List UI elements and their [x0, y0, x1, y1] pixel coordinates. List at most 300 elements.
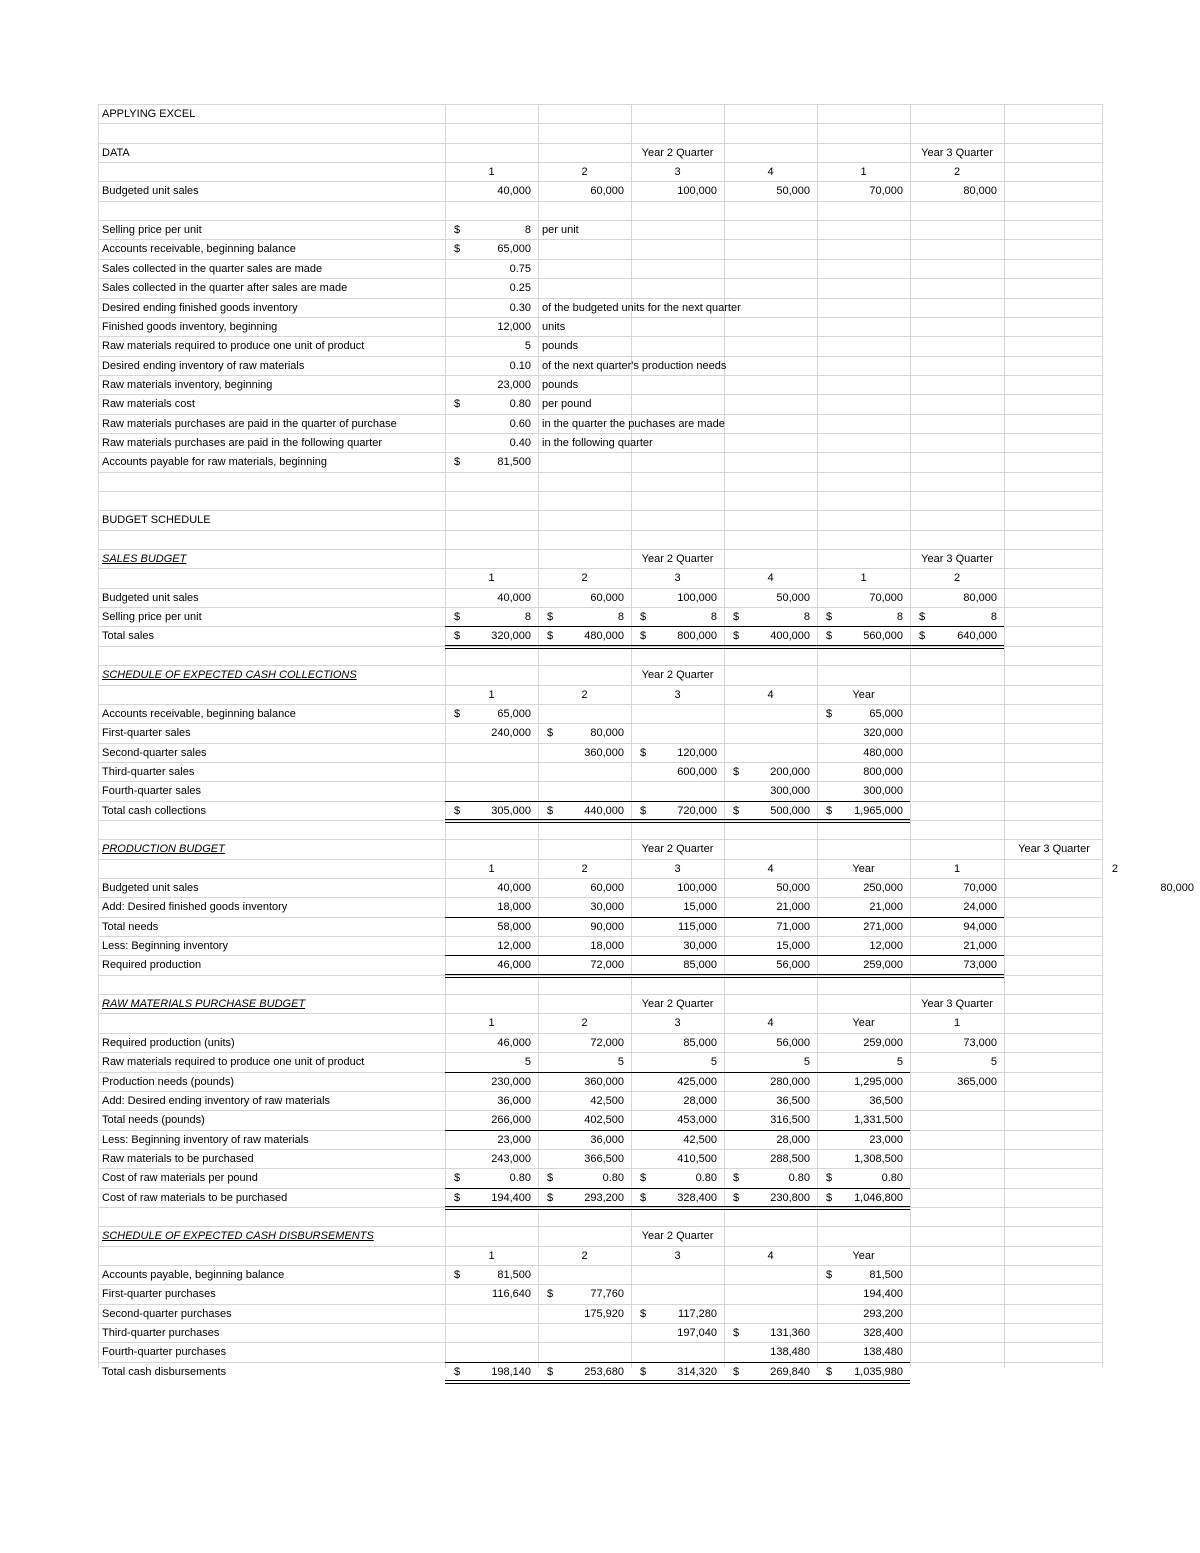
value-cell: 0.30: [509, 301, 531, 314]
dollar-sign: $: [547, 1191, 554, 1204]
value-cell: 253,680: [584, 1365, 624, 1378]
value-cell: 90,000: [590, 920, 624, 933]
row-label: Fourth-quarter sales: [102, 785, 202, 798]
value-cell: 5: [524, 340, 531, 353]
grid-col-line: [910, 104, 911, 1368]
value-cell: 50,000: [776, 591, 810, 604]
dollar-sign: $: [547, 727, 554, 740]
dollar-sign: $: [640, 1365, 647, 1378]
value-cell: 259,000: [863, 1036, 903, 1049]
value-cell: 365,000: [957, 1075, 997, 1088]
row-label: Accounts receivable, beginning balance: [102, 707, 296, 720]
year2-quarter-header: Year 2 Quarter: [641, 669, 714, 682]
row-label: Desired ending inventory of raw materials: [102, 359, 305, 372]
grid-row-line: [98, 510, 1102, 511]
spreadsheet: [98, 104, 1194, 1378]
value-cell: 0.75: [509, 262, 531, 275]
dollar-sign: $: [919, 611, 926, 624]
dollar-sign: $: [454, 804, 461, 817]
quarter-number: 1: [488, 572, 495, 585]
value-cell: 81,500: [497, 1269, 531, 1281]
value-cell: 8: [710, 611, 717, 624]
quarter-number: 4: [767, 1017, 774, 1030]
dollar-sign: $: [733, 1327, 740, 1340]
dollar-sign: $: [454, 1365, 461, 1378]
year3-quarter-header: Year 3 Quarter: [1018, 843, 1090, 856]
value-cell: 1,295,000: [854, 1075, 903, 1088]
value-cell: 402,500: [584, 1114, 624, 1127]
schedule-title: SCHEDULE OF EXPECTED CASH DISBURSEMENTS: [102, 1230, 374, 1243]
year2-quarter-header: Year 2 Quarter: [641, 843, 714, 856]
grid-row-line: [98, 839, 1102, 840]
value-cell: 65,000: [497, 243, 531, 256]
row-label: Sales collected in the quarter sales are made: [102, 262, 323, 275]
value-cell: 0.80: [788, 1172, 810, 1185]
value-cell: 138,480: [770, 1346, 810, 1359]
grid-row-line: [98, 394, 1102, 395]
quarter-number: 3: [674, 572, 681, 585]
quarter-number: 2: [581, 166, 588, 179]
quarter-number: 4: [767, 166, 774, 179]
value-cell: 80,000: [590, 727, 624, 740]
row-label: Cost of raw materials to be purchased: [102, 1191, 288, 1204]
dollar-sign: $: [454, 243, 461, 256]
value-cell: 70,000: [869, 185, 903, 198]
value-cell: 70,000: [963, 882, 997, 894]
grid-col-line: [1004, 104, 1005, 1368]
dollar-sign: $: [454, 1269, 461, 1281]
value-cell: 243,000: [491, 1152, 531, 1165]
value-cell: 21,000: [869, 901, 903, 914]
value-cell: 94,000: [963, 920, 997, 933]
quarter-number: Year: [852, 862, 875, 875]
year3-quarter-header: Year 3 Quarter: [921, 553, 993, 566]
quarter-number: Year: [852, 688, 875, 701]
value-cell: 197,040: [677, 1327, 717, 1340]
schedule-title: PRODUCTION BUDGET: [102, 843, 225, 856]
row-label: Raw materials cost: [102, 398, 195, 411]
dollar-sign: $: [640, 746, 647, 759]
value-cell: 60,000: [590, 882, 624, 894]
quarter-number: 2: [581, 1017, 588, 1030]
note: in the following quarter: [542, 436, 653, 449]
dollar-sign: $: [547, 1365, 554, 1378]
value-cell: 360,000: [584, 1075, 624, 1088]
row-label: Less: Beginning inventory: [102, 940, 228, 953]
underline: [445, 801, 910, 802]
quarter-number: Year: [852, 1017, 875, 1030]
value-cell: 194,400: [863, 1288, 903, 1301]
underline: [445, 1188, 910, 1189]
value-cell: 40,000: [497, 882, 531, 894]
value-cell: 72,000: [590, 1036, 624, 1049]
value-cell: 30,000: [590, 901, 624, 914]
value-cell: 36,000: [590, 1133, 624, 1146]
value-cell: 5: [896, 1056, 903, 1069]
value-cell: 560,000: [863, 630, 903, 643]
dollar-sign: $: [826, 630, 833, 643]
note: per pound: [542, 398, 592, 411]
value-cell: 8: [524, 224, 531, 237]
value-cell: 198,140: [491, 1365, 531, 1378]
value-cell: 0.40: [509, 436, 531, 449]
grid-row-line: [98, 491, 1102, 492]
grid-row-line: [98, 1342, 1102, 1343]
grid-row-line: [98, 220, 1102, 221]
value-cell: 0.80: [509, 398, 531, 411]
note: in the quarter the puchases are made: [542, 417, 725, 430]
dollar-sign: $: [454, 1191, 461, 1204]
row-label: Second-quarter purchases: [102, 1307, 232, 1320]
value-cell: 293,200: [863, 1307, 903, 1320]
value-cell: 453,000: [677, 1114, 717, 1127]
grid-row-line: [98, 201, 1102, 202]
dollar-sign: $: [454, 456, 461, 469]
value-cell: 100,000: [677, 185, 717, 198]
quarter-number: 1: [488, 1017, 495, 1030]
value-cell: 30,000: [683, 940, 717, 953]
dollar-sign: $: [919, 630, 926, 643]
value-cell: 1,046,800: [854, 1191, 903, 1204]
value-cell: 116,640: [492, 1288, 531, 1301]
note: of the next quarter's production needs: [542, 359, 727, 372]
row-label: Add: Desired finished goods inventory: [102, 901, 288, 914]
value-cell: 480,000: [863, 746, 903, 759]
row-label: First-quarter sales: [102, 727, 191, 740]
grid-row-line: [98, 530, 1102, 531]
value-cell: 500,000: [770, 804, 810, 817]
row-label: Budgeted unit sales: [102, 185, 199, 198]
value-cell: 5: [803, 1056, 810, 1069]
dollar-sign: $: [547, 1172, 554, 1185]
quarter-number: 4: [767, 1249, 774, 1262]
dollar-sign: $: [547, 804, 554, 817]
double-underline: [445, 819, 910, 823]
value-cell: 36,000: [497, 1094, 531, 1107]
value-cell: 328,400: [863, 1327, 903, 1340]
value-cell: 23,000: [497, 1133, 531, 1146]
quarter-number: 1: [953, 862, 961, 875]
value-cell: 81,500: [869, 1269, 903, 1281]
dollar-sign: $: [733, 1365, 740, 1378]
value-cell: 65,000: [869, 707, 903, 720]
value-cell: 269,840: [770, 1365, 810, 1378]
value-cell: 50,000: [776, 185, 810, 198]
row-label: Budgeted unit sales: [102, 882, 199, 894]
double-underline: [445, 1206, 910, 1210]
dollar-sign: $: [454, 398, 461, 411]
quarter-number: 2: [581, 862, 588, 875]
value-cell: 480,000: [584, 630, 624, 643]
value-cell: 240,000: [491, 727, 531, 740]
underline: [445, 955, 1004, 956]
dollar-sign: $: [454, 1172, 461, 1185]
grid-row-line: [98, 781, 1102, 782]
row-label: Required production (units): [102, 1036, 235, 1049]
row-label: Raw materials purchases are paid in the quarter of purchase: [102, 417, 397, 430]
underline: [445, 917, 1004, 918]
quarter-number: 1: [953, 1017, 961, 1030]
row-label: Production needs (pounds): [102, 1075, 235, 1088]
row-label: Raw materials required to produce one unit of product: [102, 1056, 365, 1069]
value-cell: 425,000: [677, 1075, 717, 1088]
grid-row-line: [98, 472, 1102, 473]
value-cell: 65,000: [497, 707, 531, 720]
year2-quarter-header: Year 2 Quarter: [641, 146, 714, 159]
value-cell: 0.80: [602, 1172, 624, 1185]
value-cell: 42,500: [590, 1094, 624, 1107]
value-cell: 5: [617, 1056, 624, 1069]
dollar-sign: $: [733, 804, 740, 817]
value-cell: 640,000: [957, 630, 997, 643]
schedule-title: SALES BUDGET: [102, 553, 187, 566]
quarter-number: 3: [674, 688, 681, 701]
row-label: Raw materials to be purchased: [102, 1152, 254, 1165]
value-cell: 360,000: [584, 746, 624, 759]
note: per unit: [542, 224, 579, 237]
value-cell: 0.10: [509, 359, 531, 372]
value-cell: 410,500: [677, 1152, 717, 1165]
value-cell: 230,800: [770, 1191, 810, 1204]
value-cell: 0.80: [695, 1172, 717, 1185]
row-label: Second-quarter sales: [102, 746, 207, 759]
value-cell: 300,000: [863, 785, 903, 798]
value-cell: 50,000: [776, 882, 810, 894]
row-label: Total needs: [102, 920, 159, 933]
dollar-sign: $: [454, 224, 461, 237]
quarter-number: 2: [1111, 862, 1118, 875]
quarter-number: 1: [860, 572, 867, 585]
value-cell: 60,000: [590, 185, 624, 198]
value-cell: 80,000: [1160, 882, 1194, 894]
value-cell: 80,000: [963, 591, 997, 604]
row-label: Selling price per unit: [102, 611, 202, 624]
row-label: Accounts payable for raw materials, beginning: [102, 456, 328, 469]
note: units: [542, 320, 566, 333]
value-cell: 23,000: [497, 378, 531, 391]
dollar-sign: $: [826, 1365, 833, 1378]
row-label: Raw materials inventory, beginning: [102, 378, 273, 391]
row-label: Add: Desired ending inventory of raw materials: [102, 1094, 331, 1107]
value-cell: 8: [990, 611, 997, 624]
value-cell: 81,500: [497, 456, 531, 469]
quarter-number: 4: [767, 862, 774, 875]
value-cell: 5: [710, 1056, 717, 1069]
row-label: Accounts receivable, beginning balance: [102, 243, 296, 256]
value-cell: 56,000: [776, 959, 810, 972]
section-label: DATA: [102, 146, 130, 159]
year3-quarter-header: Year 3 Quarter: [921, 146, 993, 159]
value-cell: 720,000: [677, 804, 717, 817]
value-cell: 100,000: [677, 882, 717, 894]
value-cell: 0.80: [509, 1172, 531, 1185]
value-cell: 73,000: [963, 1036, 997, 1049]
value-cell: 250,000: [863, 882, 903, 894]
value-cell: 85,000: [683, 1036, 717, 1049]
value-cell: 40,000: [497, 591, 531, 604]
dollar-sign: $: [733, 765, 740, 778]
value-cell: 300,000: [770, 785, 810, 798]
value-cell: 24,000: [963, 901, 997, 914]
note: of the budgeted units for the next quarter: [542, 301, 741, 314]
quarter-number: 4: [767, 688, 774, 701]
dollar-sign: $: [640, 804, 647, 817]
value-cell: 23,000: [869, 1133, 903, 1146]
value-cell: 600,000: [677, 765, 717, 778]
quarter-number: 3: [674, 1249, 681, 1262]
dollar-sign: $: [733, 1191, 740, 1204]
value-cell: 115,000: [678, 920, 717, 933]
dollar-sign: $: [454, 707, 461, 720]
underline: [445, 1130, 910, 1131]
value-cell: 12,000: [497, 320, 531, 333]
grid-row-line: [98, 104, 1102, 105]
quarter-number: 1: [860, 166, 867, 179]
quarter-number: 4: [767, 572, 774, 585]
value-cell: 18,000: [590, 940, 624, 953]
value-cell: 21,000: [776, 901, 810, 914]
quarter-number: 1: [488, 1249, 495, 1262]
underline: [445, 1072, 910, 1073]
value-cell: 100,000: [677, 591, 717, 604]
value-cell: 0.80: [881, 1172, 903, 1185]
row-label: Total needs (pounds): [102, 1114, 205, 1127]
value-cell: 200,000: [770, 765, 810, 778]
row-label: Finished goods inventory, beginning: [102, 320, 278, 333]
value-cell: 271,000: [863, 920, 903, 933]
value-cell: 366,500: [584, 1152, 624, 1165]
double-underline: [445, 645, 1004, 649]
quarter-number: 1: [488, 166, 495, 179]
section-label: BUDGET SCHEDULE: [102, 514, 211, 527]
value-cell: 293,200: [584, 1191, 624, 1204]
value-cell: 40,000: [497, 185, 531, 198]
value-cell: 21,000: [963, 940, 997, 953]
value-cell: 266,000: [491, 1114, 531, 1127]
value-cell: 1,965,000: [854, 804, 903, 817]
row-label: Third-quarter purchases: [102, 1327, 220, 1340]
value-cell: 5: [990, 1056, 997, 1069]
value-cell: 18,000: [497, 901, 531, 914]
year3-quarter-header: Year 3 Quarter: [921, 998, 993, 1011]
value-cell: 1,035,980: [854, 1365, 903, 1378]
dollar-sign: $: [826, 707, 833, 720]
dollar-sign: $: [826, 804, 833, 817]
value-cell: 194,400: [491, 1191, 531, 1204]
value-cell: 314,320: [677, 1365, 717, 1378]
row-label: Total cash collections: [102, 804, 206, 817]
value-cell: 440,000: [584, 804, 624, 817]
quarter-number: 1: [488, 862, 495, 875]
row-label: Third-quarter sales: [102, 765, 195, 778]
underline: [445, 1362, 910, 1363]
row-label: Raw materials purchases are paid in the following quarter: [102, 436, 383, 449]
row-label: Sales collected in the quarter after sales are made: [102, 282, 348, 295]
value-cell: 28,000: [683, 1094, 717, 1107]
value-cell: 138,480: [863, 1346, 903, 1359]
value-cell: 58,000: [497, 920, 531, 933]
year2-quarter-header: Year 2 Quarter: [641, 998, 714, 1011]
dollar-sign: $: [640, 1307, 647, 1320]
quarter-number: 3: [674, 166, 681, 179]
value-cell: 305,000: [491, 804, 531, 817]
dollar-sign: $: [454, 630, 461, 643]
value-cell: 42,500: [683, 1133, 717, 1146]
row-label: Total sales: [102, 630, 154, 643]
value-cell: 85,000: [683, 959, 717, 972]
quarter-number: Year: [852, 1249, 875, 1262]
grid-col-line: [98, 104, 99, 1368]
value-cell: 1,331,500: [854, 1114, 903, 1127]
value-cell: 117,280: [678, 1307, 717, 1320]
dollar-sign: $: [733, 611, 740, 624]
dollar-sign: $: [826, 611, 833, 624]
schedule-title: SCHEDULE OF EXPECTED CASH COLLECTIONS: [102, 669, 357, 682]
value-cell: 12,000: [869, 940, 903, 953]
value-cell: 316,500: [770, 1114, 810, 1127]
row-label: Raw materials required to produce one unit of product: [102, 340, 365, 353]
value-cell: 73,000: [963, 959, 997, 972]
dollar-sign: $: [733, 1172, 740, 1185]
value-cell: 36,500: [776, 1094, 810, 1107]
value-cell: 175,920: [584, 1307, 624, 1320]
dollar-sign: $: [640, 611, 647, 624]
grid-row-line: [98, 123, 1102, 124]
dollar-sign: $: [640, 1191, 647, 1204]
dollar-sign: $: [547, 1288, 554, 1301]
quarter-number: 2: [581, 688, 588, 701]
quarter-number: 1: [488, 688, 495, 701]
dollar-sign: $: [733, 630, 740, 643]
note: pounds: [542, 378, 579, 391]
schedule-title: RAW MATERIALS PURCHASE BUDGET: [102, 998, 306, 1011]
value-cell: 15,000: [776, 940, 810, 953]
value-cell: 36,500: [869, 1094, 903, 1107]
dollar-sign: $: [547, 611, 554, 624]
row-label: Accounts payable, beginning balance: [102, 1269, 285, 1281]
double-underline: [445, 974, 1004, 978]
dollar-sign: $: [454, 611, 461, 624]
value-cell: 80,000: [963, 185, 997, 198]
value-cell: 28,000: [776, 1133, 810, 1146]
dollar-sign: $: [826, 1172, 833, 1185]
quarter-number: 2: [581, 1249, 588, 1262]
year2-quarter-header: Year 2 Quarter: [641, 553, 714, 566]
value-cell: 320,000: [863, 727, 903, 740]
underline: [445, 626, 1004, 627]
quarter-number: 2: [581, 572, 588, 585]
value-cell: 77,760: [590, 1288, 624, 1301]
sheet-title: APPLYING EXCEL: [102, 108, 196, 120]
row-label: Total cash disbursements: [102, 1365, 227, 1378]
year2-quarter-header: Year 2 Quarter: [641, 1230, 714, 1243]
dollar-sign: $: [640, 630, 647, 643]
value-cell: 8: [803, 611, 810, 624]
value-cell: 56,000: [776, 1036, 810, 1049]
row-label: First-quarter purchases: [102, 1288, 216, 1301]
value-cell: 1,308,500: [854, 1152, 903, 1165]
dollar-sign: $: [826, 1269, 833, 1281]
row-label: Desired ending finished goods inventory: [102, 301, 298, 314]
value-cell: 288,500: [770, 1152, 810, 1165]
value-cell: 800,000: [863, 765, 903, 778]
value-cell: 70,000: [869, 591, 903, 604]
row-label: Required production: [102, 959, 202, 972]
double-underline: [445, 1380, 910, 1384]
value-cell: 72,000: [590, 959, 624, 972]
value-cell: 0.25: [509, 282, 531, 295]
value-cell: 15,000: [683, 901, 717, 914]
